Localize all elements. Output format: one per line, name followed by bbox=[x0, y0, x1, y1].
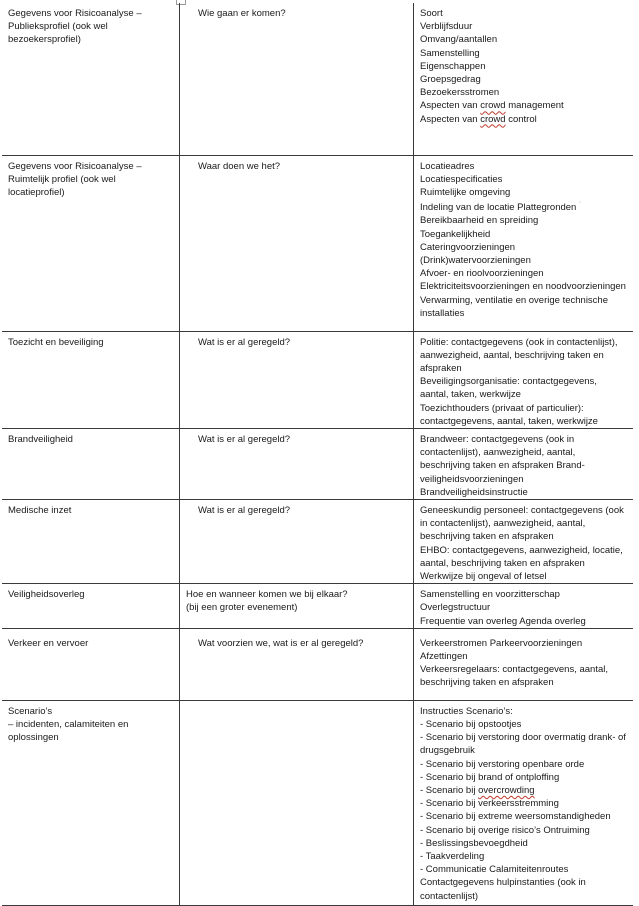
list-item: Soort bbox=[420, 8, 443, 19]
list-item: Omvang/aantallen bbox=[420, 34, 498, 46]
table-row bbox=[2, 331, 633, 428]
list-item: Indeling van de locatie Plattegronden ′ bbox=[420, 202, 581, 214]
list-item: Verkeerstromen Parkeervoorzieningen bbox=[420, 637, 583, 649]
row-items bbox=[414, 155, 634, 331]
row-label: Gegevens voor Risicoanalyse – Publieksprofiel (ook wel bezoekersprofiel) bbox=[8, 8, 142, 46]
row-question: Hoe en wanneer komen we bij elkaar? (bij een groter evenement) bbox=[180, 584, 414, 629]
list-item: Contactgegevens hulpinstanties (ook in contactenlijst) bbox=[420, 877, 586, 902]
row-label: Medische inzet bbox=[2, 499, 180, 583]
list-item: Locatieadres bbox=[420, 160, 475, 172]
footnote-mark-icon: ′ bbox=[579, 202, 581, 209]
table-row bbox=[2, 584, 633, 629]
list-item: Verblijfsduur bbox=[420, 21, 473, 33]
list-item: Bereikbaarheid en spreiding bbox=[420, 215, 539, 227]
list-item: - Scenario bij verstoring openbare orde bbox=[420, 758, 585, 770]
list-item: Aspecten van crowd management bbox=[420, 100, 564, 112]
list-item: - Scenario bij overcrowding bbox=[420, 784, 535, 796]
list-item: Brandweer: contactgegevens (ook in contactenlijst), aanwezigheid, aantal, beschrijving taken en afspraken Brand-veiligheidsvoorzieningen bbox=[420, 433, 585, 485]
row-question: Wat is er al geregeld? bbox=[180, 499, 414, 583]
row-question: Wie gaan er komen? bbox=[180, 3, 414, 155]
list-item: Beveiligingsorganisatie: contactgegevens, aantal, taken, werkwijze bbox=[420, 376, 597, 401]
table-row bbox=[2, 155, 633, 331]
list-item: Samenstelling bbox=[420, 47, 480, 59]
list-item: - Communicatie Calamiteitenroutes bbox=[420, 864, 569, 876]
row-label: Veiligheidsoverleg bbox=[2, 584, 180, 629]
list-item: Afzettingen bbox=[420, 650, 468, 662]
list-item: - Scenario bij extreme weersomstandigheden bbox=[420, 811, 611, 823]
row-label: Verkeer en vervoer bbox=[2, 628, 180, 700]
list-item: Groepsgedrag bbox=[420, 74, 481, 86]
list-item: Aspecten van crowd control bbox=[420, 113, 537, 125]
row-question: Wat is er al geregeld? bbox=[180, 331, 414, 428]
spellcheck-flag[interactable]: overcrowding bbox=[478, 784, 535, 796]
row-items bbox=[414, 499, 634, 583]
event-safety-table bbox=[2, 3, 633, 906]
row-items bbox=[414, 428, 634, 499]
list-item: Brandveiligheidsinstructie bbox=[420, 486, 528, 498]
row-question bbox=[180, 700, 414, 905]
list-item: - Scenario bij verstoring door overmatig drank- of drugsgebruik bbox=[420, 732, 626, 757]
list-item: Afvoer- en rioolvoorzieningen bbox=[420, 268, 544, 280]
list-item: - Taakverdeling bbox=[420, 851, 485, 862]
list-item: Toegankelijkheid bbox=[420, 228, 491, 240]
list-item: Verkeersregelaars: contactgegevens, aantal, beschrijving taken en afspraken bbox=[420, 664, 609, 689]
list-item: Bezoekersstromen bbox=[420, 87, 500, 99]
list-item: Samenstelling en voorzitterschap bbox=[420, 589, 560, 601]
list-item: Elektriciteitsvoorzieningen en noodvoorzieningen bbox=[420, 281, 626, 293]
row-items bbox=[414, 584, 634, 629]
row-items bbox=[414, 628, 634, 700]
list-item: Politie: contactgegevens (ook in contactenlijst), aanwezigheid, aantal, beschrijving taken en afspraken bbox=[420, 336, 618, 374]
list-item: - Beslissingsbevoegdheid bbox=[420, 837, 528, 849]
table-row bbox=[2, 700, 633, 905]
list-item: - Scenario bij opstootjes bbox=[420, 718, 522, 730]
list-item: - Scenario bij brand of ontploffing bbox=[420, 771, 560, 783]
list-item: Werkwijze bij ongeval of letsel bbox=[420, 570, 547, 582]
list-item: Locatiespecificaties bbox=[420, 173, 503, 185]
table-row bbox=[2, 628, 633, 700]
list-item: Geneeskundig personeel: contactgegevens (ook in contactenlijst), aanwezigheid, aantal, beschrijving taken en afspraken bbox=[420, 504, 624, 543]
row-items bbox=[414, 3, 634, 155]
table-row bbox=[2, 428, 633, 499]
list-item: Cateringvoorzieningen bbox=[420, 241, 516, 253]
list-item: Verwarming, ventilatie en overige technische installaties bbox=[420, 294, 608, 319]
list-item: - Scenario bij overige risico’s Ontruiming bbox=[420, 824, 590, 836]
spellcheck-flag[interactable]: crowd bbox=[480, 100, 506, 112]
list-item: Ruimtelijke omgeving bbox=[420, 186, 511, 198]
row-label: Toezicht en beveiliging bbox=[2, 331, 180, 428]
list-item: Instructies Scenario’s: bbox=[420, 705, 513, 717]
row-question: Wat is er al geregeld? bbox=[180, 428, 414, 499]
row-label: Gegevens voor Risicoanalyse – Ruimtelijk profiel (ook wel locatieprofiel) bbox=[2, 155, 180, 331]
list-item: (Drink)watervoorzieningen bbox=[420, 255, 531, 267]
list-item: Overlegstructuur bbox=[420, 602, 491, 614]
row-label: Scenario’s – incidenten, calamiteiten en oplossingen bbox=[2, 700, 180, 905]
row-question: Waar doen we het? bbox=[180, 155, 414, 331]
row-label: Brandveiligheid bbox=[2, 428, 180, 499]
list-item: Frequentie van overleg Agenda overleg bbox=[420, 615, 586, 627]
list-item: Toezichthouders (privaat of particulier): contactgegevens, aantal, taken, werkwijze bbox=[420, 402, 598, 427]
row-question: Wat voorzien we, wat is er al geregeld? bbox=[180, 628, 414, 700]
list-item: - Scenario bij verkeersstremming bbox=[420, 798, 559, 810]
row-items bbox=[414, 700, 634, 905]
list-item: EHBO: contactgegevens, aanwezigheid, locatie, aantal, beschrijving taken en afspraken bbox=[420, 544, 623, 569]
spellcheck-flag[interactable]: crowd bbox=[480, 113, 506, 125]
table-row bbox=[2, 3, 633, 155]
list-item: Eigenschappen bbox=[420, 60, 486, 72]
row-items bbox=[414, 331, 634, 428]
table-row bbox=[2, 499, 633, 583]
